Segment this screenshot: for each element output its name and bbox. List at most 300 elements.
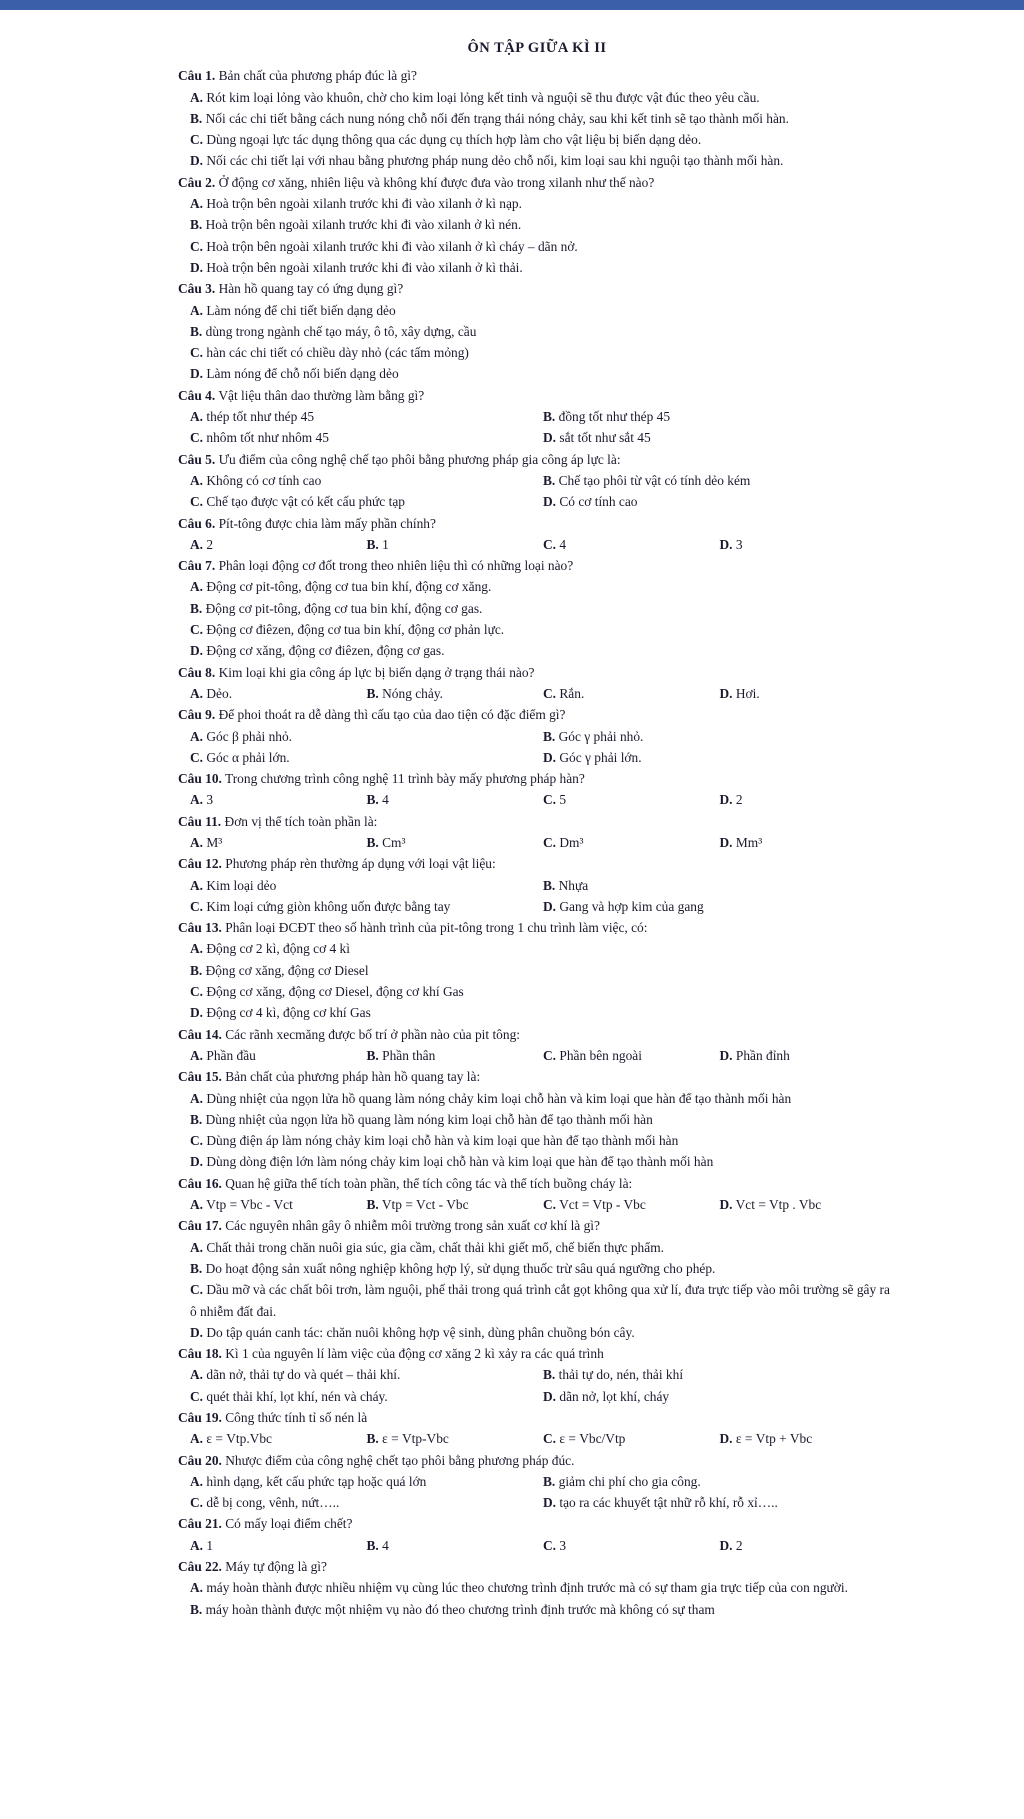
option-letter: D. <box>543 1495 557 1511</box>
options-row <box>178 1428 896 1449</box>
option-letter: A. <box>190 941 204 957</box>
option-text: Hoà trộn bên ngoài xilanh trước khi đi vào xilanh ở kì nén. <box>202 217 522 233</box>
options-row <box>178 1492 896 1513</box>
option-letter: B. <box>543 1367 556 1383</box>
question-block <box>178 811 896 854</box>
option-text: giảm chi phí cho gia công. <box>555 1473 701 1489</box>
option-text: Động cơ 2 kì, động cơ 4 kì <box>203 941 350 957</box>
option-text: Nóng chảy. <box>378 685 443 701</box>
option-text: ε = Vtp-Vbc <box>378 1431 449 1447</box>
question-text: Hàn hồ quang tay có ứng dụng gì? <box>215 281 404 297</box>
answer-option <box>543 470 896 491</box>
options-row <box>178 1045 896 1066</box>
option-letter: A. <box>190 1580 204 1596</box>
answer-option <box>367 683 544 704</box>
answer-option <box>178 1279 896 1322</box>
option-letter: C. <box>543 685 557 701</box>
answer-option <box>543 1045 720 1066</box>
option-letter: B. <box>366 834 379 850</box>
question-text: Phân loại động cơ đốt trong theo nhiên liệu thì có những loại nào? <box>215 558 574 574</box>
option-letter: B. <box>543 877 556 893</box>
option-text: nhôm tốt như nhôm 45 <box>203 430 329 446</box>
option-letter: A. <box>190 1047 204 1063</box>
answer-option <box>190 491 543 512</box>
question-number: Câu 10. <box>178 771 222 787</box>
question-text: Kì 1 của nguyên lí làm việc của động cơ xăng 2 kì xảy ra các quá trình <box>221 1346 604 1362</box>
answer-option <box>543 534 720 555</box>
answer-option <box>178 1577 896 1598</box>
option-letter: D. <box>543 898 557 914</box>
question-number: Câu 2. <box>178 174 216 190</box>
options-row <box>178 747 896 768</box>
question-stem <box>178 1343 896 1364</box>
option-text: Kim loại dẻo <box>203 877 277 893</box>
answer-option <box>543 427 896 448</box>
options-row <box>178 427 896 448</box>
answer-option <box>543 1535 720 1556</box>
question-number: Câu 18. <box>178 1346 222 1362</box>
option-text: Có cơ tính cao <box>556 494 638 510</box>
question-block <box>178 704 896 768</box>
answer-option <box>367 789 544 810</box>
option-letter: B. <box>366 1537 379 1553</box>
question-text: Kim loại khi gia công áp lực bị biến dạng ở trạng thái nào? <box>215 664 535 680</box>
question-number: Câu 5. <box>178 451 216 467</box>
option-letter: B. <box>190 1111 203 1127</box>
answer-option <box>178 129 896 150</box>
answer-option <box>367 832 544 853</box>
answer-option <box>190 1386 543 1407</box>
answer-option <box>178 108 896 129</box>
option-text: 2 <box>732 792 743 808</box>
option-letter: C. <box>543 792 557 808</box>
question-text: Máy tự động là gì? <box>221 1559 327 1575</box>
question-number: Câu 15. <box>178 1069 222 1085</box>
options-row <box>178 683 896 704</box>
question-stem <box>178 811 896 832</box>
option-letter: B. <box>543 472 556 488</box>
answer-option <box>543 875 896 896</box>
option-text: Mm³ <box>732 834 763 850</box>
answer-option <box>190 896 543 917</box>
question-stem <box>178 853 896 874</box>
option-letter: D. <box>190 1005 204 1021</box>
option-text: ε = Vbc/Vtp <box>556 1431 626 1447</box>
answer-option <box>190 747 543 768</box>
option-letter: D. <box>719 834 733 850</box>
answer-option <box>178 87 896 108</box>
answer-option <box>178 960 896 981</box>
option-letter: D. <box>190 366 204 382</box>
answer-option <box>178 300 896 321</box>
option-text: dãn nở, thải tự do và quét – thải khí. <box>203 1367 401 1383</box>
option-text: Động cơ pit-tông, động cơ tua bin khí, động cơ xăng. <box>203 579 492 595</box>
option-text: Nối các chi tiết lại với nhau bằng phương pháp nung dẻo chỗ nối, kim loại sau khi nguội tạo thành mối hàn. <box>203 153 784 169</box>
answer-option <box>543 1364 896 1385</box>
option-text: Kim loại cứng giòn không uốn được bằng tay <box>203 898 451 914</box>
question-number: Câu 21. <box>178 1516 222 1532</box>
question-number: Câu 7. <box>178 558 216 574</box>
option-text: Cm³ <box>378 834 406 850</box>
options-row <box>178 1471 896 1492</box>
option-letter: D. <box>719 1197 733 1213</box>
answer-option <box>178 598 896 619</box>
option-letter: A. <box>190 472 204 488</box>
question-stem <box>178 513 896 534</box>
question-number: Câu 20. <box>178 1452 222 1468</box>
options-row <box>178 1364 896 1385</box>
question-block <box>178 1173 896 1216</box>
option-letter: C. <box>190 1282 204 1298</box>
option-letter: D. <box>719 685 733 701</box>
option-text: tạo ra các khuyết tật nhữ rỗ khí, rỗ xỉ….. <box>556 1495 778 1511</box>
option-letter: B. <box>543 728 556 744</box>
document-title: ÔN TẬP GIỮA KÌ II <box>467 40 607 56</box>
option-text: Động cơ xăng, động cơ điêzen, động cơ gas. <box>203 643 445 659</box>
option-letter: A. <box>190 685 204 701</box>
options-row <box>178 470 896 491</box>
question-number: Câu 17. <box>178 1218 222 1234</box>
answer-option <box>190 1535 367 1556</box>
question-text: Quan hệ giữa thể tích toàn phần, thể tích công tác và thể tích buồng cháy là: <box>221 1175 633 1191</box>
answer-option <box>720 1535 897 1556</box>
option-letter: D. <box>719 536 733 552</box>
viewer-top-bar <box>0 0 1024 10</box>
answer-option <box>543 789 720 810</box>
question-number: Câu 9. <box>178 707 216 723</box>
option-text: Làm nóng để chỗ nối biến dạng dẻo <box>203 366 399 382</box>
question-text: Các nguyên nhân gây ô nhiễm môi trường trong sản xuất cơ khí là gì? <box>221 1218 600 1234</box>
answer-option <box>178 214 896 235</box>
options-row <box>178 726 896 747</box>
option-letter: D. <box>719 1537 733 1553</box>
question-text: Pít-tông được chia làm mấy phần chính? <box>215 515 436 531</box>
question-text: Ưu điểm của công nghệ chế tạo phôi bằng phương pháp gia công áp lực là: <box>215 451 621 467</box>
answer-option <box>720 534 897 555</box>
option-text: Do hoạt động sản xuất nông nghiệp không hợp lý, sử dụng thuốc trừ sâu quá ngưỡng cho phép. <box>202 1260 716 1276</box>
option-letter: B. <box>190 962 203 978</box>
question-text: Các rãnh xecmăng được bố trí ở phần nào của pit tông: <box>221 1026 520 1042</box>
answer-option <box>178 257 896 278</box>
option-text: dãn nở, lọt khí, cháy <box>556 1388 670 1404</box>
option-text: Hoà trộn bên ngoài xilanh trước khi đi vào xilanh ở kì cháy – dãn nở. <box>203 238 578 254</box>
answer-option <box>720 683 897 704</box>
option-text: Động cơ 4 kì, động cơ khí Gas <box>203 1005 371 1021</box>
question-block <box>178 385 896 449</box>
option-letter: D. <box>543 430 557 446</box>
question-text: Nhược điểm của công nghệ chết tạo phôi bằng phương pháp đúc. <box>221 1452 575 1468</box>
option-letter: D. <box>190 153 204 169</box>
answer-option <box>178 619 896 640</box>
answer-option <box>190 1194 367 1215</box>
question-stem <box>178 1407 896 1428</box>
option-text: Vtp = Vct - Vbc <box>378 1197 469 1213</box>
answer-option <box>367 1535 544 1556</box>
question-number: Câu 6. <box>178 515 216 531</box>
answer-option <box>543 726 896 747</box>
options-row <box>178 534 896 555</box>
question-block <box>178 1407 896 1450</box>
option-text: Góc α phải lớn. <box>203 749 290 765</box>
options-row <box>178 896 896 917</box>
option-text: Chế tạo phôi từ vật có tính dẻo kém <box>555 472 751 488</box>
option-text: Góc γ phải nhỏ. <box>555 728 644 744</box>
options-row <box>178 875 896 896</box>
option-letter: A. <box>190 1239 204 1255</box>
option-text: 1 <box>378 536 389 552</box>
answer-option <box>190 832 367 853</box>
answer-option <box>543 1492 896 1513</box>
option-letter: B. <box>190 600 203 616</box>
answer-option <box>543 683 720 704</box>
question-number: Câu 16. <box>178 1175 222 1191</box>
options-row <box>178 1535 896 1556</box>
option-letter: C. <box>543 1197 557 1213</box>
option-letter: B. <box>190 1601 203 1617</box>
answer-option <box>178 1322 896 1343</box>
option-letter: B. <box>190 110 203 126</box>
answer-option <box>178 1151 896 1172</box>
question-block <box>178 1066 896 1172</box>
question-number: Câu 8. <box>178 664 216 680</box>
option-text: Hoà trộn bên ngoài xilanh trước khi đi vào xilanh ở kì thải. <box>203 259 523 275</box>
answer-option <box>367 1194 544 1215</box>
question-text: Phương pháp rèn thường áp dụng với loại vật liệu: <box>221 856 496 872</box>
option-text: Dùng nhiệt của ngọn lửa hồ quang làm nóng chảy kim loại chỗ hàn và kim loại que hàn để tạo thành mối hàn <box>203 1090 792 1106</box>
question-number: Câu 12. <box>178 856 222 872</box>
option-text: 5 <box>556 792 567 808</box>
option-text: Dầu mỡ và các chất bôi trơn, làm nguội, phế thải trong quá trình cắt gọt không qua xử lí, đưa trực tiếp vào môi trường sẽ gây ra ô nhiễm đất đai. <box>190 1282 890 1319</box>
answer-option <box>543 1386 896 1407</box>
option-letter: A. <box>190 1367 204 1383</box>
option-text: Rót kim loại lỏng vào khuôn, chờ cho kim loại lỏng kết tinh và nguội sẽ thu được vật đúc theo yêu cầu. <box>203 89 760 105</box>
question-number: Câu 4. <box>178 387 216 403</box>
option-text: Rắn. <box>556 685 585 701</box>
question-block <box>178 1215 896 1343</box>
answer-option <box>190 875 543 896</box>
answer-option <box>367 1045 544 1066</box>
question-number: Câu 3. <box>178 281 216 297</box>
question-text: Công thức tính tỉ số nén là <box>221 1410 368 1425</box>
answer-option <box>190 683 367 704</box>
question-number: Câu 11. <box>178 813 222 829</box>
option-letter: A. <box>190 877 204 893</box>
option-text: Gang và hợp kim của gang <box>556 898 704 914</box>
question-number: Câu 14. <box>178 1026 222 1042</box>
option-letter: A. <box>190 1473 204 1489</box>
document-page <box>178 38 896 1620</box>
option-letter: C. <box>543 1047 557 1063</box>
answer-option <box>720 832 897 853</box>
option-text: hàn các chi tiết có chiều dày nhỏ (các tấm mỏng) <box>203 345 469 361</box>
option-letter: C. <box>190 1133 204 1149</box>
option-letter: C. <box>190 494 204 510</box>
answer-option <box>178 363 896 384</box>
answer-option <box>190 1428 367 1449</box>
option-letter: D. <box>190 259 204 275</box>
option-text: Vtp = Vbc - Vct <box>203 1197 293 1213</box>
option-text: Phần đỉnh <box>732 1047 790 1063</box>
option-text: 2 <box>732 1537 743 1553</box>
option-letter: A. <box>190 1090 204 1106</box>
answer-option <box>190 534 367 555</box>
option-letter: C. <box>190 1495 204 1511</box>
option-text: Dẻo. <box>203 685 233 701</box>
answer-option <box>178 1109 896 1130</box>
options-row <box>178 491 896 512</box>
option-text: Chất thải trong chăn nuôi gia súc, gia cầm, chất thải khi giết mổ, chế biến thực phẩm. <box>203 1239 664 1255</box>
answer-option <box>178 193 896 214</box>
option-letter: A. <box>190 89 204 105</box>
question-stem <box>178 1215 896 1236</box>
answer-option <box>720 1428 897 1449</box>
question-block <box>178 1513 896 1556</box>
answer-option <box>178 342 896 363</box>
answer-option <box>190 1471 543 1492</box>
option-text: dễ bị cong, vênh, nứt….. <box>203 1495 340 1511</box>
answer-option <box>178 938 896 959</box>
answer-option <box>190 1045 367 1066</box>
option-letter: C. <box>190 749 204 765</box>
option-text: Vct = Vtp - Vbc <box>556 1197 646 1213</box>
option-text: Động cơ xăng, động cơ Diesel, động cơ khí Gas <box>203 984 464 1000</box>
option-text: 3 <box>732 536 743 552</box>
answer-option <box>543 747 896 768</box>
option-letter: A. <box>190 1431 204 1447</box>
option-letter: A. <box>190 1537 204 1553</box>
option-text: Dùng ngoại lực tác dụng thông qua các dụng cụ thích hợp làm cho vật liệu bị biến dạng dẻo. <box>203 132 702 148</box>
option-letter: A. <box>190 409 204 425</box>
question-text: Trong chương trình công nghệ 11 trình bày mấy phương pháp hàn? <box>221 771 585 787</box>
question-stem <box>178 1450 896 1471</box>
options-row <box>178 406 896 427</box>
question-text: Đơn vị thể tích toàn phần là: <box>221 813 378 829</box>
question-block <box>178 278 896 384</box>
option-letter: A. <box>190 302 204 318</box>
option-text: Động cơ xăng, động cơ Diesel <box>202 962 369 978</box>
answer-option <box>178 576 896 597</box>
option-text: Nối các chi tiết bằng cách nung nóng chỗ nối đến trạng thái nóng chảy, sau khi kết tinh sẽ tạo thành mối hàn. <box>202 110 789 126</box>
option-text: quét thải khí, lọt khí, nén và cháy. <box>203 1388 388 1404</box>
question-stem <box>178 768 896 789</box>
answer-option <box>543 832 720 853</box>
question-text: Ở động cơ xăng, nhiên liệu và không khí được đưa vào trong xilanh như thế nào? <box>215 174 655 190</box>
option-text: Động cơ điêzen, động cơ tua bin khí, động cơ phản lực. <box>203 622 505 638</box>
option-text: M³ <box>203 834 223 850</box>
answer-option <box>367 534 544 555</box>
option-letter: C. <box>190 898 204 914</box>
option-letter: D. <box>190 643 204 659</box>
option-text: 4 <box>378 1537 389 1553</box>
option-text: Phần đầu <box>203 1047 256 1063</box>
question-stem <box>178 172 896 193</box>
question-text: Vật liệu thân dao thường làm bằng gì? <box>215 387 425 403</box>
option-letter: A. <box>190 792 204 808</box>
option-letter: C. <box>190 984 204 1000</box>
question-text: Bản chất của phương pháp đúc là gì? <box>215 68 417 84</box>
answer-option <box>190 427 543 448</box>
option-letter: B. <box>543 1473 556 1489</box>
option-text: thép tốt như thép 45 <box>203 409 315 425</box>
option-letter: B. <box>366 1431 379 1447</box>
option-letter: B. <box>190 217 203 233</box>
question-number: Câu 22. <box>178 1559 222 1575</box>
option-text: Chế tạo được vật có kết cấu phức tạp <box>203 494 405 510</box>
question-stem <box>178 278 896 299</box>
option-text: máy hoàn thành được một nhiệm vụ nào đó theo chương trình định trước mà không có sự tham <box>202 1601 715 1617</box>
answer-option <box>720 789 897 810</box>
answer-option <box>543 406 896 427</box>
options-row <box>178 789 896 810</box>
option-text: ε = Vtp.Vbc <box>203 1431 272 1447</box>
answer-option <box>190 1492 543 1513</box>
question-stem <box>178 449 896 470</box>
option-text: Nhựa <box>555 877 589 893</box>
question-block <box>178 1343 896 1407</box>
question-stem <box>178 1173 896 1194</box>
option-text: Do tập quán canh tác: chăn nuôi không hợp vệ sinh, dùng phân chuồng bón cây. <box>203 1324 635 1340</box>
answer-option <box>190 406 543 427</box>
option-text: Hoà trộn bên ngoài xilanh trước khi đi vào xilanh ở kì nạp. <box>203 196 522 212</box>
option-letter: D. <box>543 1388 557 1404</box>
option-text: Dùng điện áp làm nóng chảy kim loại chỗ hàn và kim loại que hàn để tạo thành mối hàn <box>203 1133 679 1149</box>
answer-option <box>543 896 896 917</box>
option-letter: B. <box>366 1047 379 1063</box>
question-stem <box>178 1513 896 1534</box>
option-letter: B. <box>366 792 379 808</box>
option-letter: D. <box>543 749 557 765</box>
option-letter: B. <box>366 685 379 701</box>
option-letter: A. <box>190 1197 204 1213</box>
options-row <box>178 1194 896 1215</box>
option-text: Dm³ <box>556 834 584 850</box>
option-text: 4 <box>556 536 567 552</box>
option-letter: D. <box>190 1154 204 1170</box>
answer-option <box>178 981 896 1002</box>
option-text: đồng tốt như thép 45 <box>555 409 671 425</box>
answer-option <box>190 470 543 491</box>
option-letter: B. <box>190 1260 203 1276</box>
question-stem <box>178 662 896 683</box>
option-letter: C. <box>543 1431 557 1447</box>
option-text: 2 <box>203 536 214 552</box>
question-block <box>178 1450 896 1514</box>
answer-option <box>720 1194 897 1215</box>
option-letter: C. <box>543 1537 557 1553</box>
question-stem <box>178 1024 896 1045</box>
option-letter: A. <box>190 834 204 850</box>
option-text: máy hoàn thành được nhiều nhiệm vụ cùng lúc theo chương trình định trước mà có sự tham gia trực tiếp của con người. <box>203 1580 848 1596</box>
option-text: 1 <box>203 1537 214 1553</box>
question-block <box>178 662 896 705</box>
question-block <box>178 1024 896 1067</box>
option-letter: D. <box>543 494 557 510</box>
answer-option <box>178 1258 896 1279</box>
question-block <box>178 513 896 556</box>
answer-option <box>720 1045 897 1066</box>
option-letter: A. <box>190 536 204 552</box>
option-text: 4 <box>378 792 389 808</box>
question-text: Bản chất của phương pháp hàn hồ quang tay là: <box>221 1069 481 1085</box>
option-letter: B. <box>366 1197 379 1213</box>
answer-option <box>178 1599 896 1620</box>
option-text: 3 <box>203 792 214 808</box>
option-text: 3 <box>556 1537 567 1553</box>
option-letter: C. <box>190 430 204 446</box>
options-row <box>178 832 896 853</box>
option-text: sắt tốt như sắt 45 <box>556 430 651 446</box>
question-block <box>178 555 896 661</box>
